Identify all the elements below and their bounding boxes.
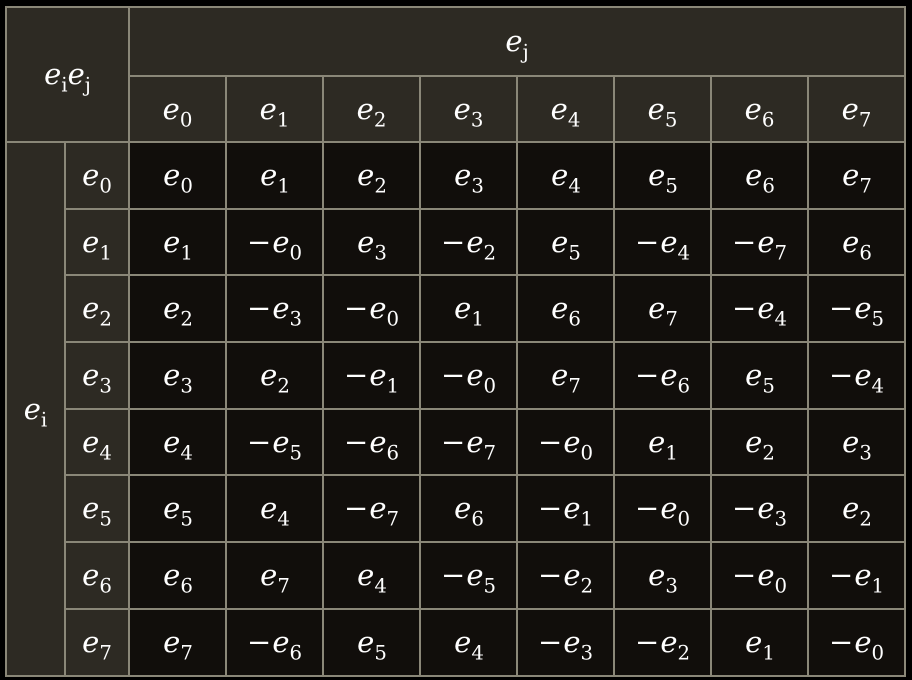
product-term: $e_5$ (163, 491, 193, 531)
product-cell (323, 542, 420, 609)
product-term: $-e_0$ (829, 625, 885, 665)
product-term: $e_7$ (842, 158, 872, 198)
product-cell (614, 275, 711, 342)
product-term: $-e_7$ (732, 224, 788, 264)
row-header-e2 (65, 275, 129, 342)
column-header-e5 (614, 76, 711, 142)
product-term: $e_3$ (454, 158, 484, 198)
product-cell (711, 209, 808, 275)
product-cell (711, 542, 808, 609)
row-header-label: $e_7$ (82, 625, 112, 665)
product-term: $-e_0$ (538, 424, 594, 464)
row-group-header (6, 142, 65, 676)
column-group-label: $e_j$ (505, 24, 529, 64)
product-cell (129, 409, 226, 475)
column-header-e1 (226, 76, 323, 142)
product-term: $-e_1$ (344, 358, 400, 398)
product-cell (808, 475, 905, 542)
product-term: $e_4$ (551, 158, 581, 198)
product-term: $e_2$ (260, 358, 290, 398)
product-cell (614, 409, 711, 475)
product-cell (323, 275, 420, 342)
product-cell (808, 275, 905, 342)
product-term: $e_3$ (163, 358, 193, 398)
product-term: $e_7$ (163, 625, 193, 665)
product-term: $-e_5$ (247, 424, 303, 464)
product-term: $e_5$ (648, 158, 678, 198)
product-cell (808, 609, 905, 676)
row-header-label: $e_0$ (82, 158, 112, 198)
product-cell (420, 275, 517, 342)
product-cell (226, 542, 323, 609)
column-header-e6 (711, 76, 808, 142)
product-term: $e_3$ (648, 558, 678, 598)
product-term: $e_7$ (260, 558, 290, 598)
column-header-label: $e_4$ (550, 91, 581, 131)
row-group-label: $e_i$ (23, 391, 48, 431)
product-cell (323, 409, 420, 475)
column-header-e4 (517, 76, 614, 142)
table-row (6, 342, 905, 409)
product-term: $e_3$ (842, 424, 872, 464)
column-header-label: $e_6$ (744, 91, 775, 131)
product-cell (226, 609, 323, 676)
product-cell (614, 209, 711, 275)
product-term: $-e_4$ (732, 291, 788, 331)
product-term: $e_7$ (648, 291, 678, 331)
product-cell (517, 275, 614, 342)
row-header-e1 (65, 209, 129, 275)
product-term: $e_4$ (163, 424, 193, 464)
row-header-e5 (65, 475, 129, 542)
octonion-multiplication-table (5, 6, 906, 677)
product-cell (226, 342, 323, 409)
product-term: $-e_6$ (635, 358, 691, 398)
product-cell (808, 142, 905, 209)
product-term: $e_4$ (260, 491, 290, 531)
table-row (6, 275, 905, 342)
product-cell (323, 609, 420, 676)
product-cell (420, 209, 517, 275)
product-term: $e_1$ (745, 625, 775, 665)
column-header-e7 (808, 76, 905, 142)
product-cell (711, 475, 808, 542)
column-header-label: $e_0$ (162, 91, 193, 131)
product-cell (517, 142, 614, 209)
product-cell (226, 275, 323, 342)
product-term: $-e_5$ (829, 291, 885, 331)
product-cell (226, 475, 323, 542)
product-cell (517, 475, 614, 542)
table-row (6, 609, 905, 676)
product-cell (614, 475, 711, 542)
product-cell (614, 609, 711, 676)
row-header-e4 (65, 409, 129, 475)
product-cell (614, 342, 711, 409)
product-cell (711, 609, 808, 676)
table-row (6, 475, 905, 542)
product-term: $-e_7$ (441, 424, 497, 464)
product-term: $-e_2$ (441, 224, 497, 264)
product-cell (420, 342, 517, 409)
product-cell (226, 409, 323, 475)
product-term: $e_1$ (454, 291, 484, 331)
product-cell (323, 342, 420, 409)
row-header-e6 (65, 542, 129, 609)
column-header-label: $e_5$ (647, 91, 678, 131)
product-term: $-e_3$ (538, 625, 594, 665)
product-term: $-e_0$ (635, 491, 691, 531)
product-cell (517, 609, 614, 676)
product-term: $-e_5$ (441, 558, 497, 598)
product-term: $-e_6$ (247, 625, 303, 665)
product-cell (614, 542, 711, 609)
product-term: $-e_7$ (344, 491, 400, 531)
product-term: $-e_0$ (732, 558, 788, 598)
product-cell (129, 275, 226, 342)
product-term: $-e_1$ (829, 558, 885, 598)
product-term: $e_6$ (842, 224, 872, 264)
product-cell (129, 542, 226, 609)
corner-term-ei: $e_i$ (44, 57, 68, 97)
product-term: $-e_0$ (247, 224, 303, 264)
product-cell (323, 142, 420, 209)
product-cell (226, 209, 323, 275)
column-header-label: $e_2$ (356, 91, 387, 131)
column-header-label: $e_1$ (259, 91, 290, 131)
product-cell (711, 275, 808, 342)
row-header-label: $e_3$ (82, 358, 112, 398)
product-term: $-e_4$ (829, 358, 885, 398)
product-term: $e_1$ (648, 424, 678, 464)
product-cell (517, 542, 614, 609)
product-cell (420, 609, 517, 676)
product-cell (420, 142, 517, 209)
product-cell (420, 542, 517, 609)
product-term: $e_7$ (551, 358, 581, 398)
table-row (6, 142, 905, 209)
product-term: $e_0$ (163, 158, 193, 198)
product-cell (711, 342, 808, 409)
row-header-e7 (65, 609, 129, 676)
product-cell (226, 142, 323, 209)
row-header-label: $e_1$ (82, 224, 112, 264)
product-term: $e_5$ (745, 358, 775, 398)
product-cell (517, 209, 614, 275)
product-cell (420, 409, 517, 475)
product-term: $e_4$ (454, 625, 484, 665)
product-term: $-e_4$ (635, 224, 691, 264)
product-cell (517, 409, 614, 475)
product-term: $-e_0$ (441, 358, 497, 398)
corner-term-ej: $e_j$ (67, 57, 91, 97)
product-cell (323, 475, 420, 542)
table-row (6, 409, 905, 475)
corner-header-product (6, 7, 129, 142)
product-term: $e_1$ (260, 158, 290, 198)
product-term: $-e_2$ (635, 625, 691, 665)
product-cell (420, 475, 517, 542)
product-cell (129, 475, 226, 542)
product-cell (808, 542, 905, 609)
product-term: $e_1$ (163, 224, 193, 264)
product-term: $-e_3$ (247, 291, 303, 331)
product-term: $-e_2$ (538, 558, 594, 598)
column-header-e2 (323, 76, 420, 142)
product-cell (711, 409, 808, 475)
product-term: $e_6$ (163, 558, 193, 598)
product-term: $e_5$ (357, 625, 387, 665)
product-term: $-e_1$ (538, 491, 594, 531)
product-term: $e_5$ (551, 224, 581, 264)
product-term: $e_6$ (551, 291, 581, 331)
product-cell (129, 609, 226, 676)
product-term: $e_3$ (357, 224, 387, 264)
product-term: $e_2$ (842, 491, 872, 531)
row-header-label: $e_6$ (82, 558, 112, 598)
column-header-label: $e_3$ (453, 91, 484, 131)
row-header-label: $e_2$ (82, 291, 112, 331)
product-term: $-e_0$ (344, 291, 400, 331)
product-cell (129, 342, 226, 409)
product-term: $e_6$ (454, 491, 484, 531)
row-header-label: $e_4$ (82, 424, 112, 464)
product-cell (711, 142, 808, 209)
product-term: $e_4$ (357, 558, 387, 598)
product-term: $e_6$ (745, 158, 775, 198)
column-header-e0 (129, 76, 226, 142)
product-cell (808, 209, 905, 275)
product-term: $e_2$ (163, 291, 193, 331)
column-group-header (129, 7, 905, 76)
product-term: $-e_6$ (344, 424, 400, 464)
product-term: $e_2$ (745, 424, 775, 464)
product-cell (129, 142, 226, 209)
product-term: $e_2$ (357, 158, 387, 198)
column-header-e3 (420, 76, 517, 142)
product-cell (614, 142, 711, 209)
product-cell (808, 409, 905, 475)
product-term: $-e_3$ (732, 491, 788, 531)
row-header-label: $e_5$ (82, 491, 112, 531)
column-header-label: $e_7$ (841, 91, 872, 131)
product-cell (129, 209, 226, 275)
table-row (6, 542, 905, 609)
row-header-e0 (65, 142, 129, 209)
table-row (6, 209, 905, 275)
product-cell (517, 342, 614, 409)
product-cell (808, 342, 905, 409)
product-cell (323, 209, 420, 275)
row-header-e3 (65, 342, 129, 409)
